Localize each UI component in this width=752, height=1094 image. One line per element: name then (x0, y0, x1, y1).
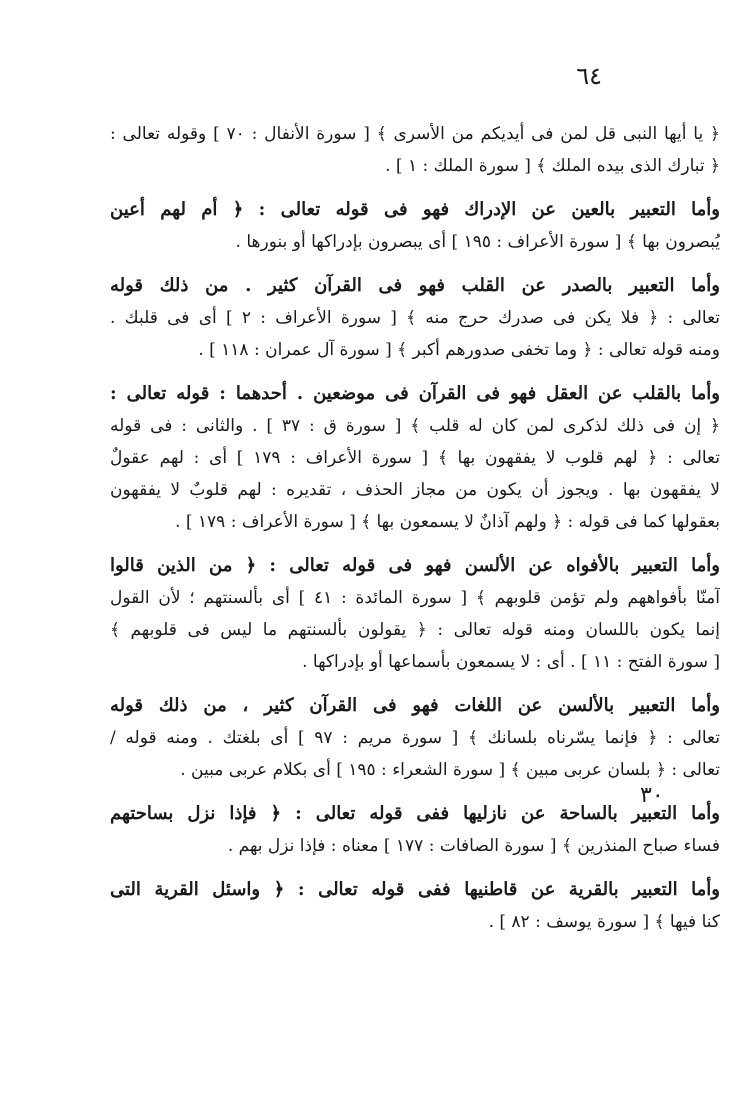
paragraph (110, 118, 720, 182)
body-text (110, 118, 720, 950)
text-line: يُبصرون بها ﴾ [ سورة الأعراف : ١٩٥ ] أى يبصرون بإدراكها أو بنورها . (235, 232, 720, 252)
text-line: ﴿ يا أيها النبى قل لمن فى أيديكم من الأسرى ﴾ [ سورة الأنفال : ٧٠ ] وقوله تعالى : (110, 124, 720, 144)
text-line: إنما يكون باللسان ومنه قوله تعالى : ﴿ يقولون بألسنتهم ما ليس فى قلوبهم ﴾ (110, 620, 720, 640)
text-line: وأما التعبير بالعين عن الإدراك فهو فى قوله تعالى : ﴿ أم لهم أعين (110, 199, 720, 220)
text-line: تعالى : ﴿ بلسان عربى مبين ﴾ [ سورة الشعراء : ١٩٥ ] أى بكلام عربى مبين . (180, 760, 720, 780)
paragraph (110, 550, 720, 678)
text-line: وأما التعبير بالأفواه عن الألسن فهو فى قوله تعالى : ﴿ من الذين قالوا (110, 555, 720, 576)
text-line: آمنّا بأفواههم ولم تؤمن قلوبهم ﴾ [ سورة المائدة : ٤١ ] أى بألسنتهم ؛ لأن القول (110, 588, 720, 608)
text-line: فساء صباح المنذرين ﴾ [ سورة الصافات : ١٧٧ ] معناه : فإذا نزل بهم . (227, 836, 720, 856)
paragraph (110, 378, 720, 538)
text-line: بعقولها كما فى قوله : ﴿ ولهم آذانٌ لا يسمعون بها ﴾ [ سورة الأعراف : ١٧٩ ] . (175, 512, 720, 532)
text-line: وأما التعبير بالألسن عن اللغات فهو فى القرآن كثير ، من ذلك قوله (110, 695, 720, 716)
text-line: تعالى : ﴿ فإنما يسّرناه بلسانك ﴾ [ سورة مريم : ٩٧ ] أى بلغتك . ومنه قوله / (110, 728, 720, 748)
text-line: وأما التعبير بالقرية عن قاطنيها ففى قوله تعالى : ﴿ واسئل القرية التى (110, 879, 720, 900)
marginal-line-number: ٣٠ (640, 783, 664, 808)
text-line: وأما التعبير بالصدر عن القلب فهو فى القرآن كثير . من ذلك قوله (110, 275, 720, 296)
text-line: وأما التعبير بالساحة عن نازليها ففى قوله تعالى : ﴿ فإذا نزل بساحتهم (110, 803, 720, 824)
paragraph (110, 194, 720, 258)
text-line: ﴿ إن فى ذلك لذكرى لمن كان له قلب ﴾ [ سورة ق : ٣٧ ] . والثانى : فى قوله (110, 416, 720, 436)
paragraph (110, 798, 720, 862)
text-line: ومنه قوله تعالى : ﴿ وما تخفى صدورهم أكبر ﴾ [ سورة آل عمران : ١١٨ ] . (198, 340, 720, 360)
text-line: ﴿ تبارك الذى بيده الملك ﴾ [ سورة الملك : ١ ] . (385, 156, 720, 176)
text-line: وأما بالقلب عن العقل فهو فى القرآن فى موضعين . أحدهما : قوله تعالى : (110, 383, 720, 404)
paragraph (110, 270, 720, 366)
text-line: كنا فيها ﴾ [ سورة يوسف : ٨٢ ] . (488, 912, 720, 932)
paragraph (110, 690, 720, 786)
paragraph (110, 874, 720, 938)
text-line: [ سورة الفتح : ١١ ] . أى : لا يسمعون بأسماعها أو بإدراكها . (302, 652, 720, 672)
page-number: ٦٤ (576, 62, 602, 90)
text-line: تعالى : ﴿ فلا يكن فى صدرك حرج منه ﴾ [ سورة الأعراف : ٢ ] أى فى قلبك . (110, 308, 720, 328)
text-line: تعالى : ﴿ لهم قلوب لا يفقهون بها ﴾ [ سورة الأعراف : ١٧٩ ] أى : لهم عقولٌ (110, 448, 720, 468)
text-line: لا يفقهون بها . ويجوز أن يكون من مجاز الحذف ، تقديره : لهم قلوبٌ لا يفقهون (110, 480, 720, 500)
